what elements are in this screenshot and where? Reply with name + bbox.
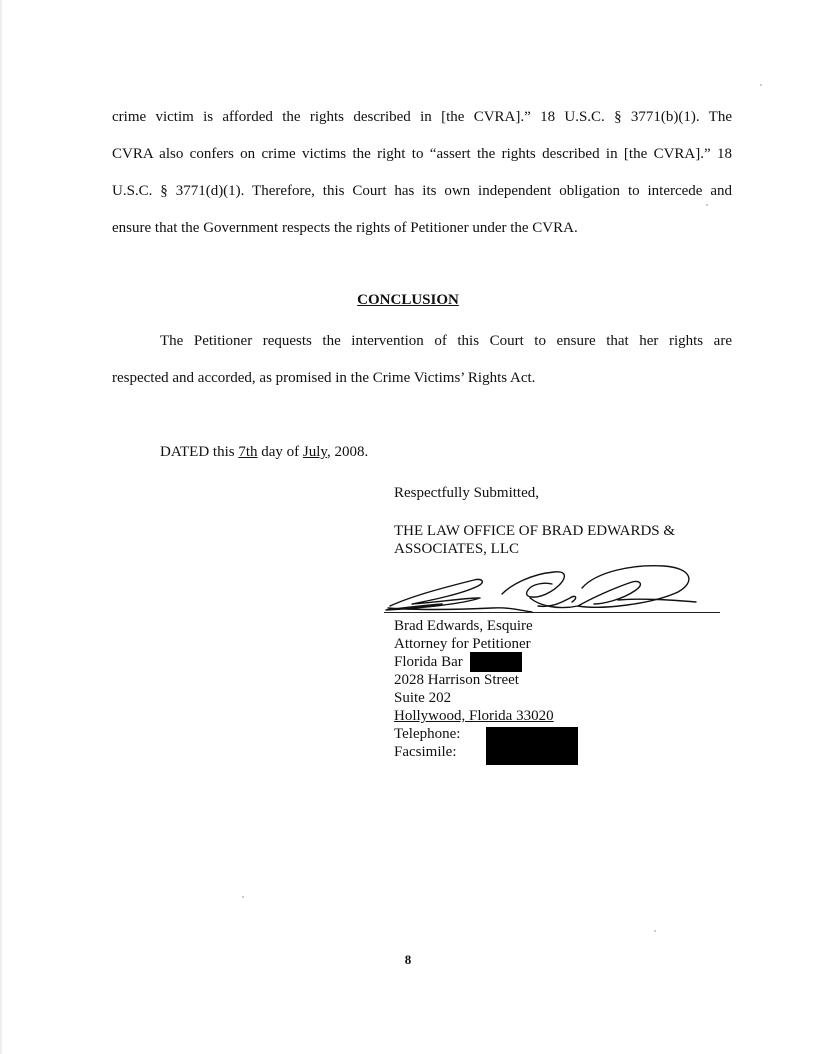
scan-speck — [654, 930, 656, 932]
florida-bar-label: Florida Bar — [394, 654, 463, 670]
paragraph-line: U.S.C. § 3771(d)(1). Therefore, this Court has its own independent obligation to intercede and — [112, 183, 732, 199]
page-number: 8 — [404, 952, 412, 967]
facsimile-label: Facsimile: — [394, 744, 457, 760]
body-paragraph-cvra — [112, 99, 732, 247]
city-state-zip: Hollywood, Florida 33020 — [394, 708, 554, 724]
closing-text: Respectfully Submitted, — [394, 485, 539, 501]
paragraph-line: ensure that the Government respects the rights of Petitioner under the CVRA. — [112, 220, 578, 236]
scan-speck — [760, 84, 762, 86]
dated-day: 7th — [238, 444, 258, 460]
signature-line — [384, 612, 720, 613]
body-paragraph-conclusion — [112, 323, 732, 397]
dated-suffix: , 2008. — [326, 444, 369, 460]
attorney-role: Attorney for Petitioner — [394, 636, 531, 652]
dated-prefix: DATED this — [160, 444, 239, 460]
paragraph-line: crime victim is afforded the rights described in [the CVRA].” 18 U.S.C. § 3771(b)(1). The — [112, 109, 732, 125]
suite-address: Suite 202 — [394, 690, 452, 706]
redaction-phone-fax — [486, 727, 578, 765]
scan-speck — [242, 896, 244, 898]
redaction-bar-number — [470, 652, 522, 672]
paragraph-line: The Petitioner requests the intervention of this Court to ensure that her rights are — [160, 333, 732, 349]
paragraph-line: CVRA also confers on crime victims the right to “assert the rights described in [the CVRA].” 18 — [112, 146, 732, 162]
telephone-label: Telephone: — [394, 726, 461, 742]
dated-line — [160, 444, 368, 461]
dated-month: July — [302, 444, 327, 460]
attorney-name: Brad Edwards, Esquire — [394, 618, 533, 634]
street-address: 2028 Harrison Street — [394, 672, 519, 688]
section-heading-conclusion: CONCLUSION — [357, 292, 459, 308]
paragraph-line: respected and accorded, as promised in the Crime Victims’ Rights Act. — [112, 370, 536, 386]
firm-name-line2: ASSOCIATES, LLC — [394, 541, 520, 557]
firm-name-line1: THE LAW OFFICE OF BRAD EDWARDS & — [394, 523, 676, 539]
dated-middle: day of — [257, 444, 303, 460]
handwritten-signature — [382, 558, 702, 620]
scan-edge-shadow — [0, 0, 3, 1054]
scan-speck — [706, 204, 708, 206]
